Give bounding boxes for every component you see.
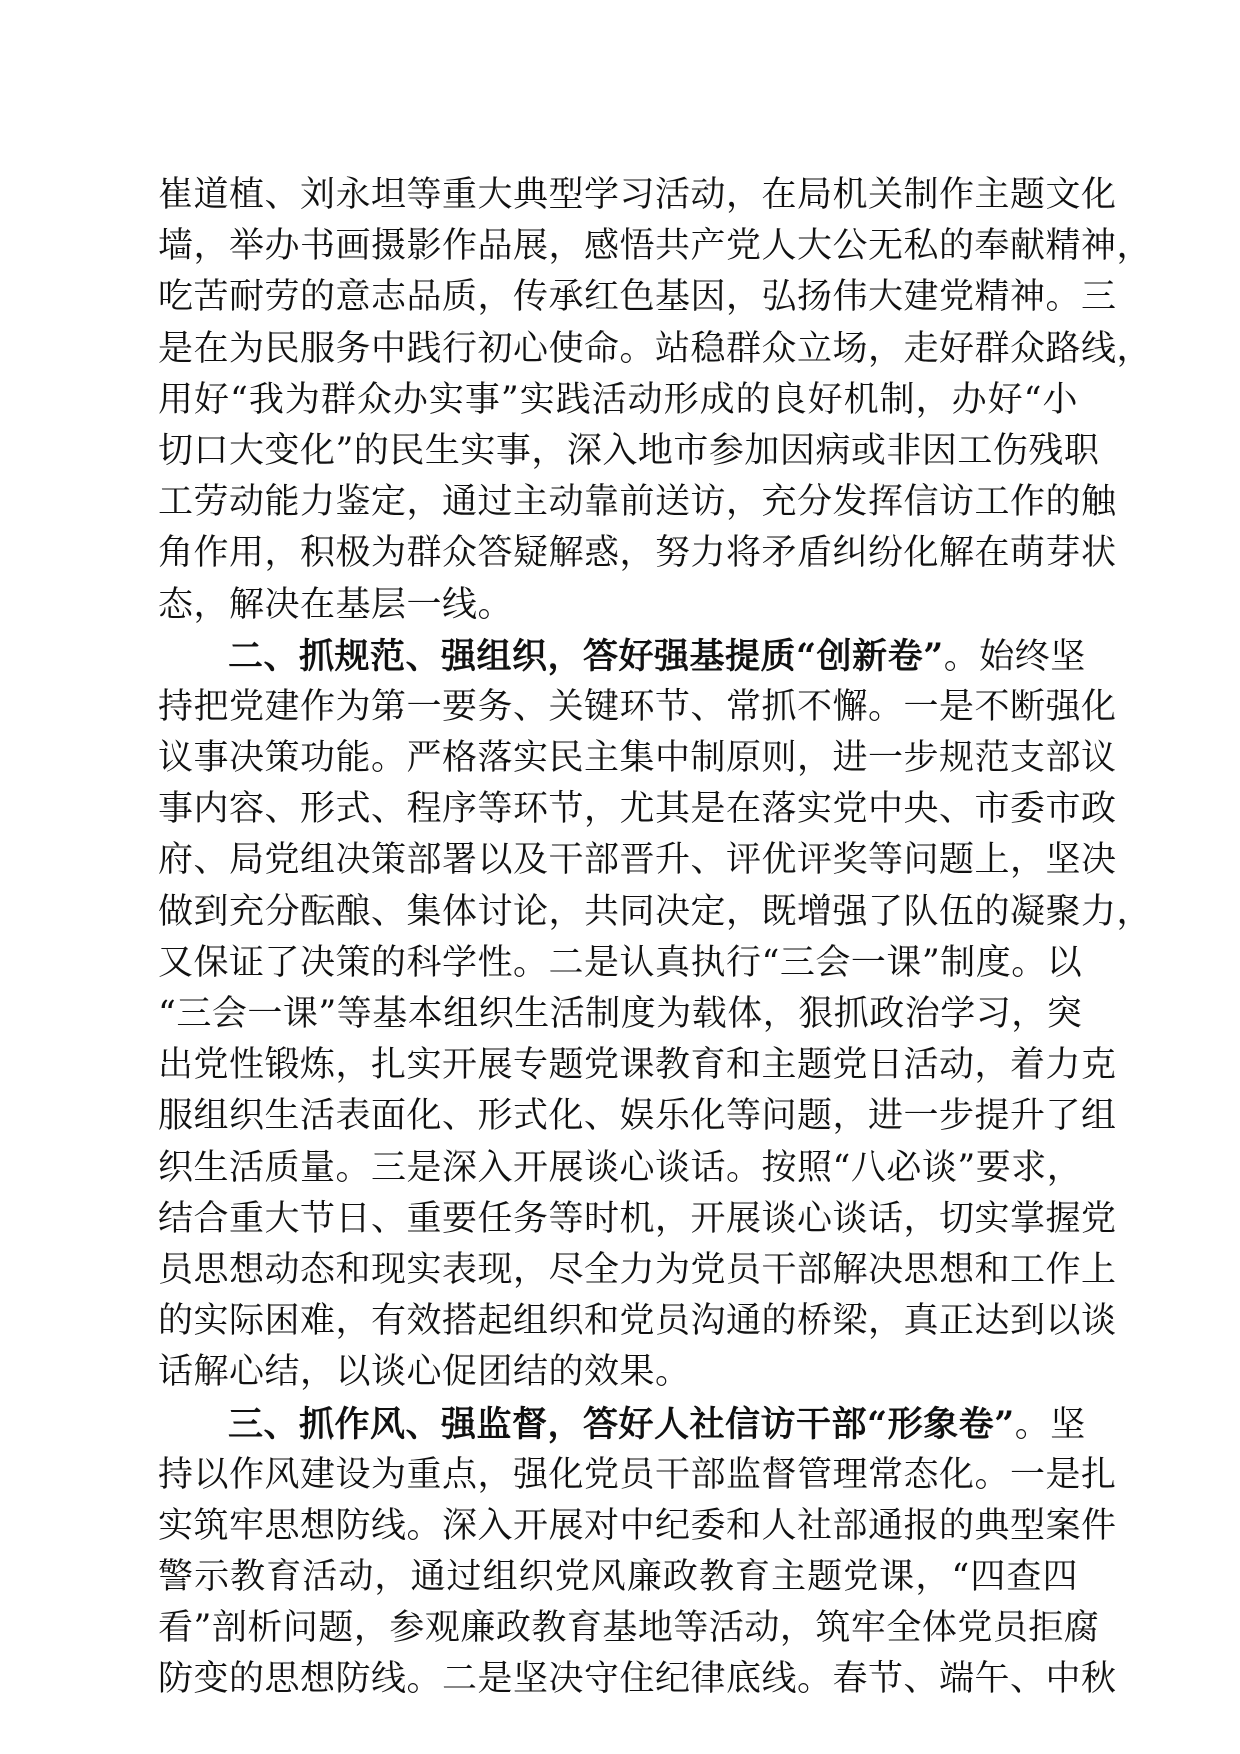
section-heading: 三、抓作风、强监督，答好人社信访干部“形象卷” bbox=[228, 1403, 1015, 1445]
text-line bbox=[158, 1501, 1117, 1552]
text-line bbox=[158, 1143, 1083, 1194]
paragraph-text: 织生活质量。三是深入开展谈心谈话。按照“八必谈”要求， bbox=[158, 1147, 1083, 1188]
section-heading-line bbox=[158, 631, 1086, 682]
text-line bbox=[158, 1296, 1117, 1347]
text-line bbox=[158, 1603, 1100, 1654]
paragraph-text: 是在为民服务中践行初心使命。站稳群众立场，走好群众路线， bbox=[158, 328, 1153, 369]
text-line bbox=[158, 835, 1117, 886]
paragraph-text: 结合重大节日、重要任务等时机，开展谈心谈话，切实掌握党 bbox=[158, 1198, 1117, 1239]
paragraph-text: 员思想动态和现实表现，尽全力为党员干部解决思想和工作上 bbox=[158, 1249, 1117, 1290]
text-line bbox=[158, 580, 1078, 631]
text-line bbox=[158, 170, 1117, 221]
paragraph-text: 用好“我为群众办实事”实践活动形成的良好机制，办好“小 bbox=[158, 379, 1078, 420]
text-line bbox=[158, 1245, 1117, 1296]
text-line bbox=[158, 1347, 1078, 1398]
text-line bbox=[158, 887, 1153, 938]
text-line bbox=[158, 784, 1117, 835]
text-line bbox=[158, 324, 1153, 375]
section-heading: 二、抓规范、强组织，答好强基提质“创新卷” bbox=[228, 635, 944, 677]
paragraph-text: 做到充分酝酿、集体讨论，共同决定，既增强了队伍的凝聚力， bbox=[158, 891, 1153, 932]
text-line bbox=[158, 938, 1083, 989]
text-line bbox=[158, 1194, 1117, 1245]
paragraph-text: 吃苦耐劳的意志品质，传承红色基因，弘扬伟大建党精神。三 bbox=[158, 277, 1117, 318]
paragraph-text: 工劳动能力鉴定，通过主动靠前送访，充分发挥信访工作的触 bbox=[158, 482, 1117, 523]
text-line bbox=[158, 528, 1117, 579]
paragraph-text: 看”剖析问题，参观廉政教育基地等活动，筑牢全体党员拒腐 bbox=[158, 1608, 1100, 1649]
paragraph-text: 防变的思想防线。二是坚决守住纪律底线。春节、端午、中秋 bbox=[158, 1659, 1117, 1700]
text-line bbox=[158, 477, 1117, 528]
text-line bbox=[158, 1552, 1078, 1603]
paragraph-text: 府、局党组决策部署以及干部晋升、评优评奖等问题上，坚决 bbox=[158, 840, 1117, 881]
text-line bbox=[158, 682, 1117, 733]
paragraph-text: 的实际困难，有效搭起组织和党员沟通的桥梁，真正达到以谈 bbox=[158, 1301, 1117, 1342]
text-line bbox=[158, 1040, 1117, 1091]
paragraph-text: 。始终坚 bbox=[943, 636, 1086, 677]
text-line bbox=[158, 1450, 1117, 1501]
text-line bbox=[158, 272, 1117, 323]
paragraph-text: 服组织生活表面化、形式化、娱乐化等问题，进一步提升了组 bbox=[158, 1096, 1117, 1137]
paragraph-text: 事内容、形式、程序等环节，尤其是在落实党中央、市委市政 bbox=[158, 789, 1117, 830]
text-line bbox=[158, 1091, 1117, 1142]
paragraph-text: 崔道植、刘永坦等重大典型学习活动，在局机关制作主题文化 bbox=[158, 175, 1117, 215]
text-line bbox=[158, 375, 1078, 426]
paragraph-text: 墙，举办书画摄影作品展，感悟共产党人大公无私的奉献精神， bbox=[158, 226, 1153, 267]
paragraph-text: 出党性锻炼，扎实开展专题党课教育和主题党日活动，着力克 bbox=[158, 1045, 1117, 1086]
paragraph-text: 议事决策功能。严格落实民主集中制原则，进一步规范支部议 bbox=[158, 738, 1117, 779]
paragraph-text: 又保证了决策的科学性。二是认真执行“三会一课”制度。以 bbox=[158, 942, 1083, 983]
paragraph-text: “三会一课”等基本组织生活制度为载体，狠抓政治学习，突 bbox=[158, 994, 1083, 1034]
text-line bbox=[158, 221, 1153, 272]
paragraph-text: 切口大变化”的民生实事，深入地市参加因病或非因工伤残职 bbox=[158, 430, 1100, 471]
paragraph-text: 角作用，积极为群众答疑解惑，努力将矛盾纠纷化解在萌芽状 bbox=[158, 533, 1117, 574]
paragraph-text: 实筑牢思想防线。深入开展对中纪委和人社部通报的典型案件 bbox=[158, 1505, 1117, 1546]
paragraph-text: 话解心结，以谈心促团结的效果。 bbox=[158, 1352, 691, 1393]
text-line bbox=[158, 989, 1083, 1040]
paragraph-text: 警示教育活动，通过组织党风廉政教育主题党课，“四查四 bbox=[158, 1557, 1078, 1598]
section-heading-line bbox=[158, 1399, 1086, 1450]
body-text bbox=[158, 170, 1153, 1706]
text-line bbox=[158, 1654, 1117, 1705]
paragraph-text: 态，解决在基层一线。 bbox=[158, 584, 514, 625]
text-line bbox=[158, 426, 1100, 477]
paragraph-text: 。坚 bbox=[1014, 1404, 1086, 1445]
text-line bbox=[158, 733, 1117, 784]
paragraph-text: 持把党建作为第一要务、关键环节、常抓不懈。一是不断强化 bbox=[158, 686, 1117, 727]
paragraph-text: 持以作风建设为重点，强化党员干部监督管理常态化。一是扎 bbox=[158, 1454, 1117, 1495]
